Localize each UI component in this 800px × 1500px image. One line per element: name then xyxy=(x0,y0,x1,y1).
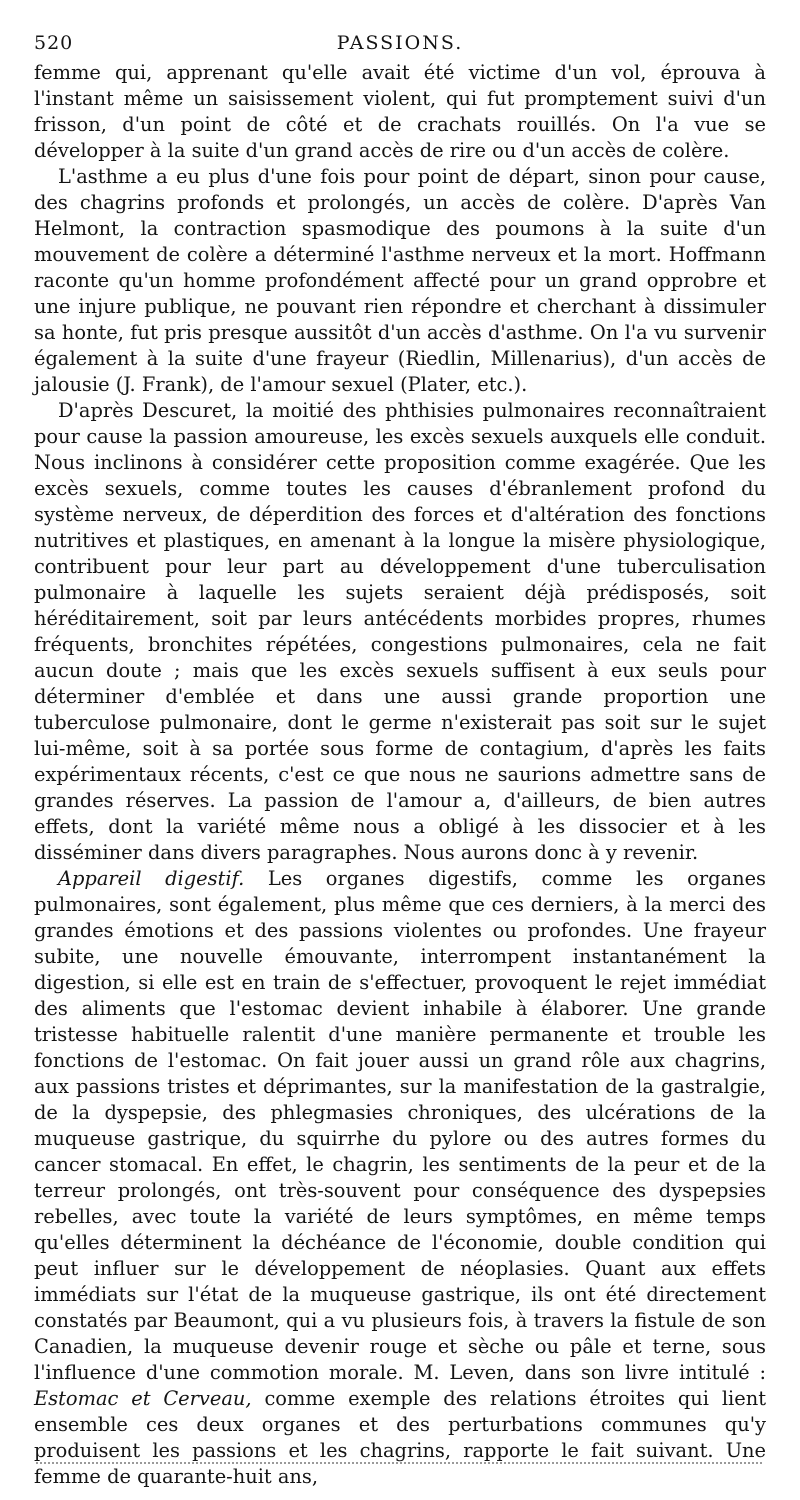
paragraph-continued: femme qui, apprenant qu'elle avait été victime d'un vol, éprouva à l'instant même un saisissement violent, qui fut promptement suivi d'un frisson, d'un point de côté et de crachats rouillés. On l'a vue se développer à la suite d'un grand accès de rire ou d'un accès de colère. xyxy=(34,61,766,162)
paragraph-asthme: L'asthme a eu plus d'une fois pour point de départ, sinon pour cause, des chagrins profonds et prolongés, un accès de colère. D'après Van Helmont, la contraction spasmodique des poumons à la suite d'un mouvement de colère a déterminé l'asthme nerveux et la mort. Hoffmann raconte qu'un homme profondément affecté pour un grand opprobre et une injure publique, ne pouvant rien répondre et cherchant à dissimuler sa honte, fut pris presque aussitôt d'un accès d'asthme. On l'a vu survenir également à la suite d'une frayeur (Riedlin, Millenarius), d'un accès de jalousie (J. Frank), de l'amour sexuel (Plater, etc.). xyxy=(34,165,766,396)
paragraph-digestif-text: Les organes digestifs, comme les organes pulmonaires, sont également, plus même que ces derniers, à la merci des grandes émotions et des passions violentes ou profondes. Une frayeur subite, une nouvelle émouvante, interrompent instantanément la digestion, si elle est en train de s'effectuer, provoquent le rejet immédiat des aliments que l'estomac devient inhabile à élaborer. Une grande tristesse habituelle ralentit d'une manière permanente et trouble les fonctions de l'estomac. On fait jouer aussi un grand rôle aux chagrins, aux passions tristes et déprimantes, sur la manifestation de la gastralgie, de la dyspepsie, des phlegmasies chroniques, des ulcérations de la muqueuse gastrique, du squirrhe du pylore ou des autres formes du cancer stomacal. En effet, le chagrin, les sentiments de la peur et de la terreur prolongés, ont très-souvent pour conséquence des dyspepsies rebelles, avec toute la variété de leurs symptômes, en même temps qu'elles déterminent la déchéance de l'économie, double condition qui peut influer sur le développement de néoplasies. Quant aux effets immédiats sur l'état de la muqueuse gastrique, ils ont été directement constatés par Beaumont, qui a vu plusieurs fois, à travers la fistule de son Canadien, la muqueuse devenir rouge et sèche ou pâle et terne, sous l'influence d'une commotion morale. M. Leven, dans son livre intitulé : xyxy=(34,867,767,1384)
body-text xyxy=(34,60,766,1490)
page-number: 520 xyxy=(34,32,74,54)
book-title: Estomac et Cerveau, xyxy=(34,1387,252,1410)
section-heading-appareil-digestif: Appareil digestif. xyxy=(58,867,245,890)
running-head xyxy=(34,28,766,60)
paragraph-phthisie: D'après Descuret, la moitié des phthisies pulmonaires reconnaîtraient pour cause la passion amoureuse, les excès sexuels auxquels elle conduit. Nous inclinons à considérer cette proposition comme exagérée. Que les excès sexuels, comme toutes les causes d'ébranlement profond du système nerveux, de déperdition des forces et d'altération des fonctions nutritives et plastiques, en amenant à la longue la misère physiologique, contribuent pour leur part au développement d'une tuberculisation pulmonaire à laquelle les sujets seraient déjà prédisposés, soit héréditairement, soit par leurs antécédents morbides propres, rhumes fréquents, bronchites répétées, congestions pulmonaires, cela ne fait aucun doute ; mais que les excès sexuels suffisent à eux seuls pour déterminer d'emblée et dans une aussi grande proportion une tuberculose pulmonaire, dont le germe n'existerait pas soit sur le sujet lui-même, soit à sa portée sous forme de contagium, d'après les faits expérimentaux récents, c'est ce que nous ne saurions admettre sans de grandes réserves. La passion de l'amour a, d'ailleurs, de bien autres effets, dont la variété même nous a obligé à les dissocier et à les disséminer dans divers paragraphes. Nous aurons donc à y revenir. xyxy=(34,399,766,864)
page-title: PASSIONS. xyxy=(336,32,464,54)
paragraph-appareil-digestif xyxy=(34,866,766,1490)
paragraph-digestif-text-continued: comme exemple des relations étroites qui lient ensemble ces deux organes et des perturbations communes qu'y produisent les passions et les chagrins, rapporte le fait suivant. Une femme de quarante-huit ans, xyxy=(34,1387,767,1488)
footer-dotted-rule xyxy=(36,1462,762,1464)
document-page xyxy=(34,28,766,1490)
